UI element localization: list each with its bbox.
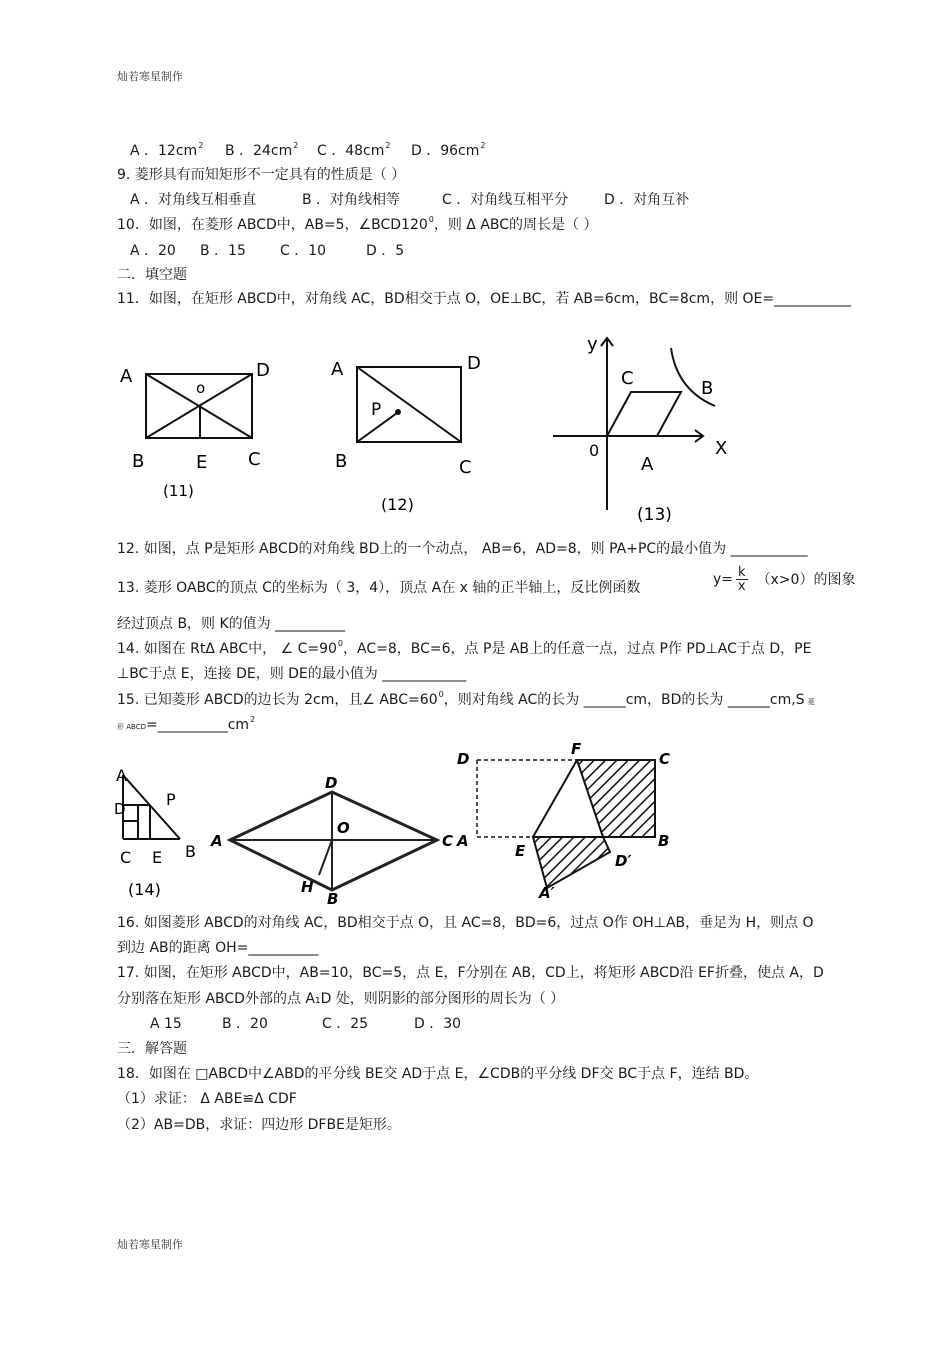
q17-option-d: D ．30 (414, 1016, 462, 1032)
fig11-label-b: B (132, 451, 145, 472)
q18-stem: 18．如图在 □ABCD中∠ABD的平分线 BE交 AD于点 E，∠CDB的平分线 DF交 BC于点 F，连结 BD。 (117, 1066, 759, 1082)
q13-stem: 13. 菱形 OABC的顶点 C的坐标为（ 3，4），顶点 A在 x 轴的正半轴上，反比例函数 (117, 580, 641, 596)
fig11-label-o: o (196, 379, 206, 397)
fig13-label-b: B (701, 378, 714, 399)
fig17-label-f: F (571, 740, 582, 758)
fig13-label-y: y (587, 334, 598, 355)
figure-16-rhombus (205, 770, 475, 910)
section-2-title: 二．填空题 (117, 267, 187, 283)
figure-12 (325, 345, 495, 525)
q18-part-1: （1）求证： Δ ABE≌Δ CDF (117, 1091, 297, 1107)
q10-option-c: C ．10 (280, 243, 327, 259)
q8-option-b: B ．$24cm^2$ (225, 141, 299, 159)
fig11-label-a: A (120, 366, 133, 387)
q14-line2: ⊥BC于点 E，连接 DE，则 DE的最小值为 ____________ (117, 666, 467, 682)
q9-option-c: C ．对角线互相平分 (442, 192, 569, 208)
fig17-label-e: E (515, 842, 526, 860)
q12-stem: 12. 如图，点 P是矩形 ABCD的对角线 BD上的一个动点， AB=6，AD=8，则 PA+PC的最小值为 ___________ (117, 541, 808, 557)
q13-line2: 经过顶点 B，则 K的值为 __________ (117, 616, 346, 632)
q17-option-a: A 15 (150, 1016, 182, 1032)
q9-stem: 9. 菱形具有而知矩形不一定具有的性质是（ ） (117, 167, 406, 183)
fig16-label-a: A (211, 832, 223, 850)
q10-option-a: A ．20 (130, 243, 176, 259)
fig12-label-b: B (335, 451, 348, 472)
footer-brand: 灿若寒星制作 (117, 1238, 183, 1251)
fig12-label-a: A (331, 359, 344, 380)
q9-option-a: A ．对角线互相垂直 (130, 192, 257, 208)
fig14-label-c: C (120, 848, 132, 867)
fig14-label-e: E (152, 848, 163, 867)
fig11-caption: (11) (163, 482, 194, 500)
fig17-label-d-prime: D′ (615, 852, 632, 870)
fig14-label-a: A (116, 766, 127, 785)
q15-line2: 形 $ABCD=\_\_\_\_\_\_\_\_\_\_cm^2$ (117, 715, 256, 733)
fig13-label-c: C (621, 368, 634, 389)
fig11-label-c: C (248, 449, 261, 470)
q10-stem: 10．如图，在菱形 ABCD中，AB=5，$\angle BCD120^0$，则 Δ ABC的周长是（ ） (117, 215, 598, 233)
q10-option-d: D ．5 (366, 243, 405, 259)
fig13-label-o: 0 (589, 441, 600, 460)
header-brand: 灿若寒星制作 (117, 70, 183, 83)
q17-line2: 分别落在矩形 ABCD外部的点 A₁D 处，则阴影的部分图形的周长为（ ） (117, 991, 565, 1007)
q17-stem: 17. 如图，在矩形 ABCD中，AB=10，BC=5，点 E，F分别在 AB，CD上，将矩形 ABCD沿 EF折叠，使点 A，D (117, 965, 824, 981)
q16-line2: 到边 AB的距离 OH=__________ (117, 940, 319, 956)
fig14-caption: (14) (128, 880, 161, 899)
fig13-caption: (13) (637, 505, 672, 525)
fig14-label-b: B (185, 842, 196, 861)
figure-17-fold (455, 740, 695, 900)
q8-option-c: C ．$48cm^2$ (317, 141, 391, 159)
fig12-caption: (12) (381, 495, 414, 514)
figure-11 (110, 350, 270, 510)
fig17-label-b: B (658, 832, 670, 850)
fig16-label-h: H (301, 878, 314, 896)
fig16-label-b: B (327, 890, 339, 908)
q9-option-b: B ．对角线相等 (302, 192, 401, 208)
q17-option-c: C ．25 (322, 1016, 369, 1032)
fig17-label-d: D (457, 750, 470, 768)
figure-13 (545, 320, 745, 530)
q10-option-b: B ．15 (200, 243, 246, 259)
section-3-title: 三．解答题 (117, 1041, 187, 1057)
fig14-label-p: P (166, 790, 176, 809)
q9-option-d: D ．对角互补 (604, 192, 690, 208)
figure-14 (110, 765, 210, 905)
q13-function: y= $\frac{k}{x}$ （x>0）的图象 (713, 565, 856, 594)
fig17-label-a: A (457, 832, 469, 850)
fig11-label-d: D (256, 360, 270, 381)
fig12-label-p: P (371, 400, 382, 420)
fig17-label-c: C (659, 750, 671, 768)
fig17-label-a-prime: A′ (539, 884, 555, 902)
fig13-label-a: A (641, 454, 654, 475)
fig12-label-c: C (459, 457, 472, 478)
q8-option-a: A ．$12cm^2$ (130, 141, 204, 159)
q8-option-d: D ．$96cm^2$ (411, 141, 486, 159)
fig13-label-x: X (715, 438, 728, 459)
q15-stem: 15. 已知菱形 ABCD的边长为 2cm，且∠ $ABC=60^0$，则对角线 AC的长为 ______cm，BD的长为 ______cm,S 菱 (117, 690, 815, 708)
q18-part-2: （2）AB=DB，求证：四边形 DFBE是矩形。 (117, 1117, 401, 1133)
q14-stem: 14. 如图在 RtΔ ABC中， ∠ $C=90^0$，AC=8，BC=6，点 P是 AB上的任意一点，过点 P作 PD⊥AC于点 D，PE (117, 639, 812, 657)
fig12-label-d: D (467, 353, 481, 374)
fig14-label-d: D (114, 800, 126, 818)
q17-option-b: B ．20 (222, 1016, 268, 1032)
fig16-label-c: C (442, 832, 454, 850)
fig16-label-d: D (325, 774, 338, 792)
q11-stem: 11．如图，在矩形 ABCD中，对角线 AC，BD相交于点 O，OE⊥BC，若 AB=6cm，BC=8cm，则 OE=___________ (117, 291, 852, 307)
fig16-label-o: O (337, 819, 350, 837)
q16-stem: 16. 如图菱形 ABCD的对角线 AC，BD相交于点 O，且 AC=8，BD=6，过点 O作 OH⊥AB，垂足为 H，则点 O (117, 915, 814, 931)
fig11-label-e: E (196, 452, 208, 473)
